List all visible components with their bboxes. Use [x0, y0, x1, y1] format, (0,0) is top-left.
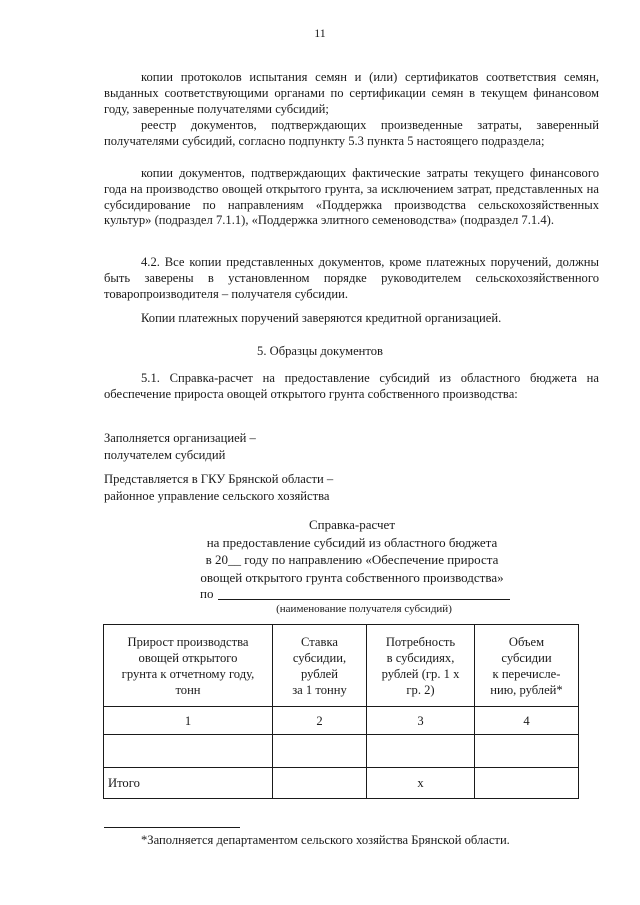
- paragraph-seed-protocols: копии протоколов испытания семян и (или) сертификатов соответствия семян, выданных соответствующими органами по сертификации семян в текущем финансовом году, заверенные получателями субсидий;: [104, 70, 599, 116]
- table-cell: [475, 735, 579, 768]
- recipient-prefix: по: [200, 586, 214, 601]
- header-text: в субсидиях,: [386, 650, 455, 665]
- form-title-line-3: в 20__ году по направлению «Обеспечение прироста: [205, 552, 499, 567]
- column-number: 1: [104, 707, 273, 735]
- header-text: Объем: [508, 634, 545, 649]
- paragraph-expense-registry: реестр документов, подтверждающих произведенные затраты, заверенный получателями субсидий, согласно подпункту 5.3 пункта 5 настоящего подраздела;: [104, 118, 599, 148]
- table-cell: [367, 735, 475, 768]
- header-text: к перечисле-: [492, 666, 561, 681]
- form-title-line-4: овощей открытого грунта собственного производства»: [200, 569, 504, 585]
- paragraph-payment-orders: Копии платежных поручений заверяются кредитной организацией.: [141, 311, 502, 325]
- recipient-name-line: [218, 599, 510, 600]
- table-empty-row: [104, 735, 579, 768]
- filled-by-note: [104, 430, 256, 464]
- filled-by-line-2: получателем субсидий: [104, 448, 226, 462]
- header-text: рублей: [301, 666, 338, 681]
- header-text: грунта к отчетному году,: [121, 666, 255, 681]
- paragraph-cost-documents: копии документов, подтверждающих фактические затраты текущего финансового года на производство овощей открытого грунта, за исключением затрат, представленных на субсидирование по направлениям «Поддержка производства сельскохозяйственных культур» (подраздел 7.1.1), «Поддержка элитного семеноводства» (подраздел 7.1.4).: [104, 166, 599, 228]
- column-number: 3: [367, 707, 475, 735]
- form-title-line-2: на предоставление субсидий из областного бюджета: [206, 534, 498, 550]
- header-text: тонн: [175, 682, 201, 697]
- column-number: 2: [273, 707, 367, 735]
- header-text: гр. 2): [406, 682, 435, 697]
- header-cell-rate: [273, 625, 367, 707]
- table-cell: [475, 768, 579, 799]
- paragraph-4-2: 4.2. Все копии представленных документов, кроме платежных поручений, должны быть заверены в установленном порядке руководителем сельскохозяйственного товаропроизводителя – получателя субсидии.: [104, 255, 599, 301]
- form-title-line-1: Справка-расчет: [308, 517, 396, 532]
- total-col3-mark: x: [367, 768, 475, 799]
- submitted-to-line-2: районное управление сельского хозяйства: [104, 489, 330, 503]
- header-cell-need: [367, 625, 475, 707]
- header-text: Потребность: [385, 634, 456, 649]
- column-number: 4: [475, 707, 579, 735]
- table-number-row: [104, 707, 579, 735]
- header-cell-growth: [104, 625, 273, 707]
- table-header-row: [104, 625, 579, 707]
- header-text: субсидии,: [292, 650, 347, 665]
- header-text: за 1 тонну: [292, 682, 347, 697]
- filled-by-line-1: Заполняется организацией –: [104, 431, 256, 445]
- section-heading: 5. Образцы документов: [257, 344, 383, 358]
- table-cell: [273, 735, 367, 768]
- calculation-table: [103, 624, 579, 799]
- table-total-row: [104, 768, 579, 799]
- header-cell-volume: [475, 625, 579, 707]
- page-number: 11: [314, 26, 326, 40]
- form-title: [134, 516, 570, 586]
- header-text: Прирост производства: [127, 634, 249, 649]
- header-text: Ставка: [301, 634, 338, 649]
- submitted-to-note: [104, 471, 333, 505]
- table-cell: [104, 735, 273, 768]
- header-text: нию, рублей*: [490, 682, 563, 697]
- recipient-caption: (наименование получателя субсидий): [276, 603, 452, 615]
- header-text: овощей открытого: [138, 650, 238, 665]
- footnote-divider: [104, 827, 240, 828]
- total-label: Итого: [104, 768, 273, 799]
- table-cell: [273, 768, 367, 799]
- header-text: рублей (гр. 1 х: [381, 666, 460, 681]
- submitted-to-line-1: Представляется в ГКУ Брянской области –: [104, 472, 334, 486]
- header-text: субсидии: [501, 650, 552, 665]
- footnote: *Заполняется департаментом сельского хозяйства Брянской области.: [141, 833, 510, 847]
- paragraph-5-1: 5.1. Справка-расчет на предоставление субсидий из областного бюджета на обеспечение прироста овощей открытого грунта собственного производства:: [104, 371, 599, 401]
